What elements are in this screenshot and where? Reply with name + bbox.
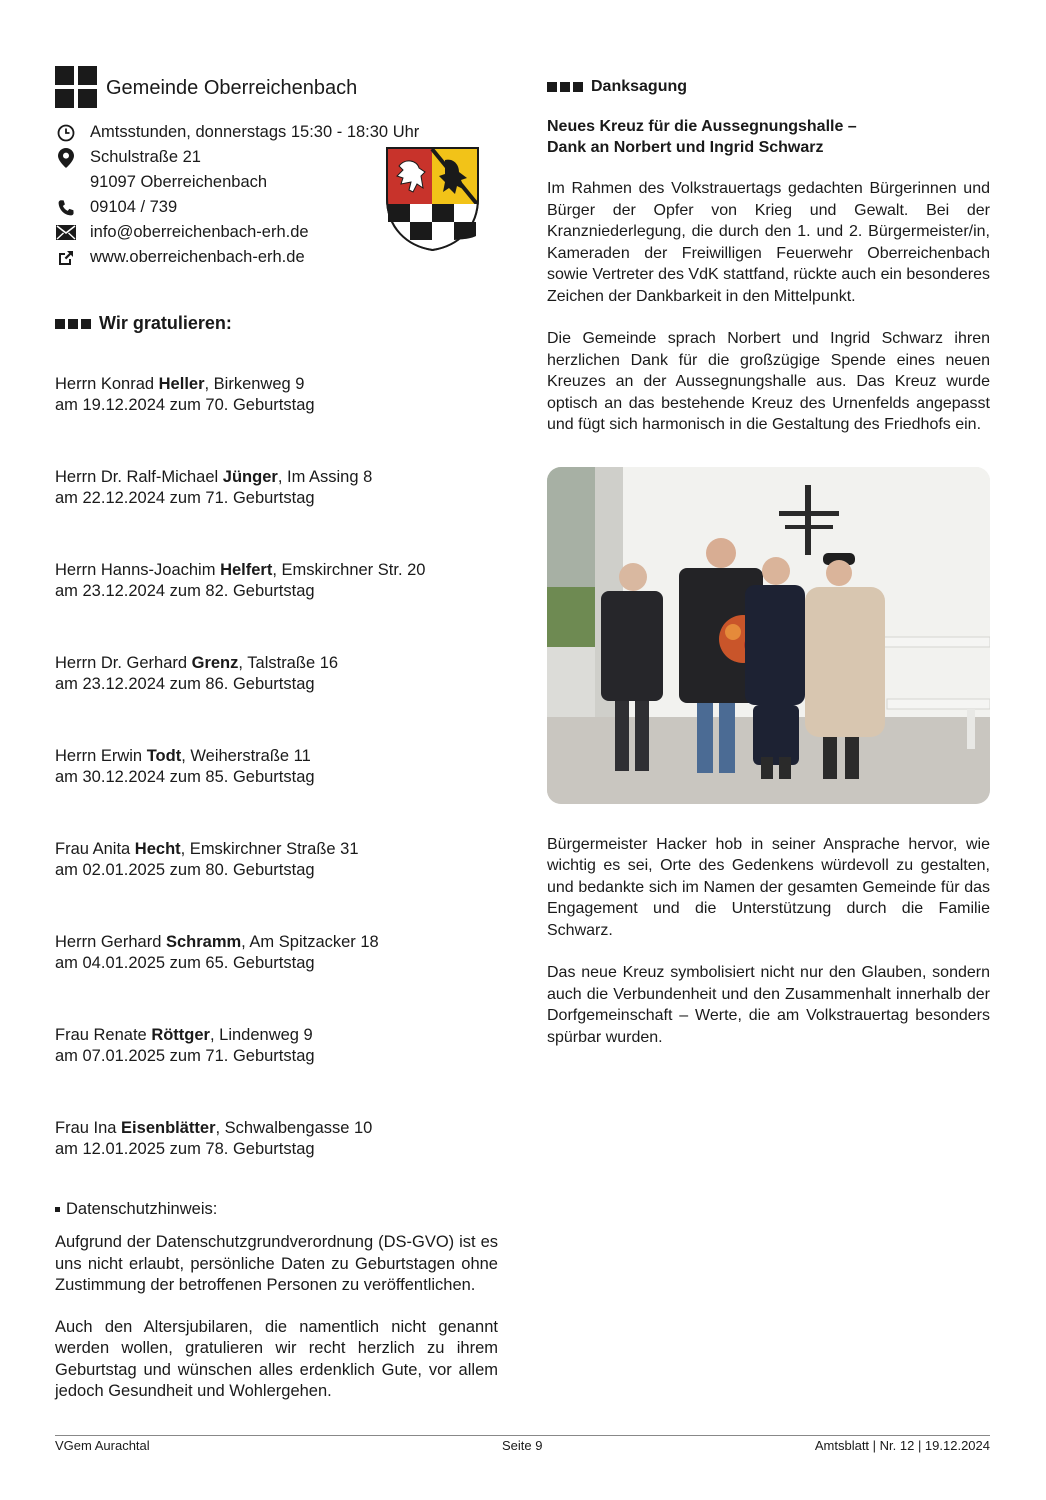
birthday-address: , Lindenweg 9 bbox=[209, 1026, 313, 1044]
birthday-date-line: am 04.01.2025 zum 65. Geburtstag bbox=[55, 954, 315, 972]
birthday-name-line bbox=[55, 467, 498, 488]
bullet-icon bbox=[55, 1207, 60, 1212]
birthday-name-line bbox=[55, 374, 498, 395]
section-marker-icon bbox=[55, 319, 91, 329]
congratulations-heading bbox=[55, 313, 498, 334]
birthday-address: , Im Assing 8 bbox=[277, 468, 373, 486]
birthday-entry bbox=[55, 746, 498, 788]
right-column bbox=[547, 78, 990, 1048]
website-link[interactable]: www.oberreichenbach-erh.de bbox=[90, 248, 305, 266]
birthday-first-name: Frau Renate bbox=[55, 1026, 152, 1044]
email-link[interactable]: info@oberreichenbach-erh.de bbox=[90, 223, 309, 241]
birthday-name-line bbox=[55, 653, 498, 674]
birthday-first-name: Herrn Gerhard bbox=[55, 933, 166, 951]
birthday-name-line bbox=[55, 1118, 498, 1139]
birthday-address: , Schwalbengasse 10 bbox=[215, 1119, 373, 1137]
privacy-heading-text: Datenschutzhinweis: bbox=[66, 1200, 218, 1218]
birthday-address: , Birkenweg 9 bbox=[204, 375, 305, 393]
article-paragraph-4: Das neue Kreuz symbolisiert nicht nur den Glauben, sondern auch die Verbundenheit und den Zusammenhalt innerhalb der Dorfgemeinschaft – Werte, die am Volkstrauertag besonders spürbar wurden. bbox=[547, 964, 990, 1046]
external-link-icon bbox=[55, 248, 77, 268]
article-title bbox=[547, 116, 990, 158]
birthday-first-name: Frau Ina bbox=[55, 1119, 122, 1137]
birthday-date-line: am 23.12.2024 zum 82. Geburtstag bbox=[55, 582, 315, 600]
birthday-entry bbox=[55, 1118, 498, 1160]
birthday-first-name: Herrn Konrad bbox=[55, 375, 159, 393]
contact-block bbox=[55, 120, 498, 270]
footer-right: Amtsblatt | Nr. 12 | 19.12.2024 bbox=[814, 1438, 990, 1453]
birthday-date-line: am 02.01.2025 zum 80. Geburtstag bbox=[55, 861, 315, 879]
birthday-first-name: Herrn Hanns-Joachim bbox=[55, 561, 221, 579]
footer-left: VGem Aurachtal bbox=[55, 1438, 150, 1453]
birthday-first-name: Herrn Erwin bbox=[55, 747, 147, 765]
article-paragraph-2: Die Gemeinde sprach Norbert und Ingrid Schwarz ihren herzlichen Dank für die großzügige Spende eines neuen Kreuzes an der Aussegnungshalle aus. Das Kreuz wurde optisch an das bestehende Kreuz des Urnenfelds angepasst und fügt sich harmonisch in die Gestaltung des Friedhofs ein. bbox=[547, 330, 990, 433]
phone-text[interactable]: 09104 / 739 bbox=[90, 198, 178, 216]
city-text: 91097 Oberreichenbach bbox=[90, 173, 268, 191]
street-text: Schulstraße 21 bbox=[90, 148, 201, 166]
privacy-paragraph-1: Aufgrund der Datenschutzgrundverordnung (DS-GVO) ist es uns nicht erlaubt, persönliche Daten zu Geburtstagen ohne Zustimmung der betroffenen Personen zu veröffentlichen. bbox=[55, 1233, 498, 1294]
left-column bbox=[55, 66, 498, 1403]
birthday-address: , Emskirchner Straße 31 bbox=[180, 840, 359, 858]
birthday-surname: Röttger bbox=[151, 1026, 210, 1044]
birthday-entry bbox=[55, 560, 498, 602]
municipality-logo bbox=[55, 66, 97, 108]
article-photo bbox=[547, 467, 990, 804]
group-photo-image bbox=[547, 467, 990, 804]
birthday-surname: Schramm bbox=[165, 933, 242, 951]
location-pin-icon bbox=[55, 148, 77, 168]
phone-icon bbox=[55, 198, 77, 218]
birthday-surname: Todt bbox=[146, 747, 182, 765]
municipality-header bbox=[55, 66, 498, 108]
birthday-entry bbox=[55, 374, 498, 416]
birthday-list bbox=[55, 374, 498, 1160]
birthday-first-name: Herrn Dr. Ralf-Michael bbox=[55, 468, 223, 486]
privacy-paragraph-2: Auch den Altersjubilaren, die namentlich nicht genannt werden wollen, gratulieren wir recht herzlich zu ihrem Geburtstag und wünschen alles erdenklich Gute, vor allem jedoch Gesundheit und Wohlergehen. bbox=[55, 1317, 498, 1400]
birthday-entry bbox=[55, 467, 498, 509]
privacy-heading bbox=[55, 1200, 498, 1219]
birthday-date-line: am 19.12.2024 zum 70. Geburtstag bbox=[55, 396, 315, 414]
birthday-name-line bbox=[55, 746, 498, 767]
birthday-date-line: am 12.01.2025 zum 78. Geburtstag bbox=[55, 1140, 315, 1158]
mail-icon bbox=[55, 223, 77, 243]
article-title-line-1: Neues Kreuz für die Aussegnungshalle – bbox=[547, 118, 857, 135]
birthday-entry bbox=[55, 653, 498, 695]
birthday-date-line: am 23.12.2024 zum 86. Geburtstag bbox=[55, 675, 315, 693]
coat-of-arms-image bbox=[385, 146, 480, 252]
office-hours-text: Amtsstunden, donnerstags 15:30 - 18:30 Uhr bbox=[90, 123, 420, 141]
birthday-surname: Helfert bbox=[220, 561, 273, 579]
birthday-surname: Hecht bbox=[134, 840, 181, 858]
birthday-address: , Emskirchner Str. 20 bbox=[272, 561, 426, 579]
birthday-date-line: am 30.12.2024 zum 85. Geburtstag bbox=[55, 768, 315, 786]
section-marker-icon bbox=[547, 82, 583, 92]
birthday-name-line bbox=[55, 932, 498, 953]
article-title-line-2: Dank an Norbert und Ingrid Schwarz bbox=[547, 139, 824, 156]
office-hours bbox=[55, 120, 498, 145]
birthday-surname: Heller bbox=[158, 375, 205, 393]
article-paragraph-1: Im Rahmen des Volkstrauertags gedachten Bürgerinnen und Bürger der Opfer von Krieg und Gewalt. Bei der Kranzniederlegung, die durch den 1. und 2. Bürgermeister/in, Kameraden der Freiwilligen Feuerwehr Oberreichenbach sowie Vertreter des VdK stattfand, rückte auch ein besonderes Zeichen der Dankbarkeit in den Mittelpunkt. bbox=[547, 180, 990, 305]
footer-page-number: Seite 9 bbox=[502, 1438, 543, 1453]
birthday-first-name: Frau Anita bbox=[55, 840, 135, 858]
thanks-section-heading-text: Danksagung bbox=[591, 78, 688, 95]
birthday-entry bbox=[55, 932, 498, 974]
congratulations-heading-text: Wir gratulieren: bbox=[99, 313, 232, 333]
birthday-address: , Weiherstraße 11 bbox=[181, 747, 311, 765]
birthday-first-name: Herrn Dr. Gerhard bbox=[55, 654, 192, 672]
municipality-title: Gemeinde Oberreichenbach bbox=[106, 76, 358, 99]
birthday-date-line: am 07.01.2025 zum 71. Geburtstag bbox=[55, 1047, 315, 1065]
birthday-surname: Jünger bbox=[222, 468, 278, 486]
birthday-name-line bbox=[55, 1025, 498, 1046]
birthday-date-line: am 22.12.2024 zum 71. Geburtstag bbox=[55, 489, 315, 507]
clock-icon bbox=[55, 123, 77, 143]
thanks-section-heading bbox=[547, 78, 990, 96]
birthday-address: , Am Spitzacker 18 bbox=[241, 933, 379, 951]
birthday-surname: Grenz bbox=[191, 654, 239, 672]
footer-divider bbox=[55, 1435, 990, 1436]
article-paragraph-3: Bürgermeister Hacker hob in seiner Ansprache hervor, wie wichtig es sei, Orte des Gedenkens würdevoll zu gestalten, und bedankte sich im Namen der gesamten Gemeinde für das Engagement und die Unterstützung durch die Familie Schwarz. bbox=[547, 835, 990, 939]
birthday-entry bbox=[55, 1025, 498, 1067]
birthday-surname: Eisenblätter bbox=[121, 1119, 216, 1137]
birthday-name-line bbox=[55, 560, 498, 581]
birthday-name-line bbox=[55, 839, 498, 860]
birthday-entry bbox=[55, 839, 498, 881]
birthday-address: , Talstraße 16 bbox=[238, 654, 339, 672]
